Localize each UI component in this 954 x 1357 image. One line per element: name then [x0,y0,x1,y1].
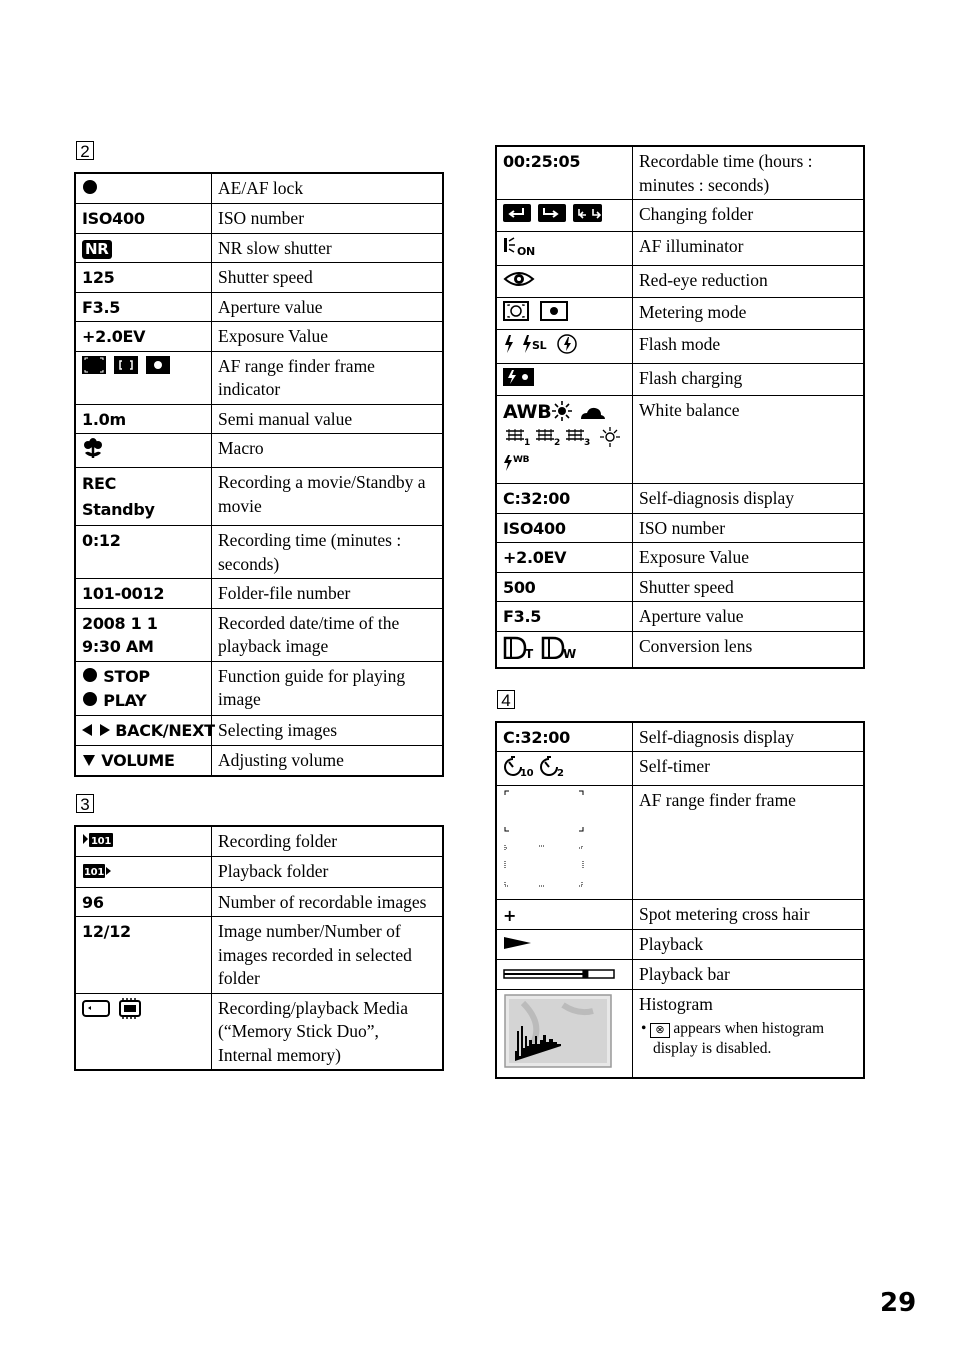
row-indicator: 125 [75,263,212,293]
row-description: Flash charging [633,364,865,396]
row-description: Recorded date/time of the playback image [212,608,444,661]
svg-text:W: W [563,646,576,659]
section-number-3: 3 [76,794,94,813]
table-row [496,298,864,330]
rec-label: REC [82,474,117,493]
table-row [75,434,443,468]
row-indicator: 12/12 [75,917,212,994]
table-row [75,993,443,1070]
table-row [75,173,443,204]
row-description: Red-eye reduction [633,266,865,298]
row-description: Recordable time (hours : minutes : seconds) [633,146,865,200]
table-row [75,715,443,745]
row-description: Folder-file number [212,579,444,609]
left-column [74,140,444,1071]
row-description: Macro [212,434,444,468]
svg-text:101: 101 [84,866,104,878]
table-row [496,364,864,396]
row-description: Histogram [639,994,713,1014]
table-row [75,917,443,994]
row-description: Metering mode [633,298,865,330]
svg-text:1: 1 [524,438,530,448]
table-row [75,579,443,609]
standby-label: Standby [82,500,155,519]
table-row [75,887,443,917]
row-description: Aperture value [212,292,444,322]
volume-label: VOLUME [101,750,175,770]
svg-text:2: 2 [554,438,560,448]
table-row [496,146,864,200]
table-row [496,960,864,990]
row-description: Shutter speed [633,572,865,602]
table-row [75,292,443,322]
row-indicator: F3.5 [75,292,212,322]
table-row [496,786,864,900]
af-frame-brackets-icon [503,789,585,897]
row-indicator: ISO400 [496,513,633,543]
row-description: Number of recordable images [212,887,444,917]
table-row [496,631,864,668]
row-description: Aperture value [633,602,865,632]
table-row [496,990,864,1079]
row-description: Playback bar [633,960,865,990]
row-description: Recording a movie/Standby a movie [212,468,444,526]
row-indicator: C:32:00 [496,722,633,752]
row-description: Playback [633,930,865,960]
row-indicator: 0:12 [75,526,212,579]
table-row [75,468,443,526]
table-row [496,484,864,514]
row-description: AF range finder frame indicator [212,351,444,404]
svg-text:3: 3 [584,438,590,448]
memory-stick-and-internal-memory-icons [82,997,144,1025]
table-row [496,900,864,930]
table-row [496,200,864,232]
table-row [496,513,864,543]
table-row [496,572,864,602]
flash-mode-icons [503,333,583,361]
row-description: Selecting images [212,715,444,745]
af-range-finder-frame-icons [82,355,177,381]
histogram-note-text: appears when histogram display is disabled. [653,1019,825,1057]
flash-charging-icon [503,367,535,393]
row-description: NR slow shutter [212,233,444,263]
bullet: • [641,1019,647,1037]
table-row [75,404,443,434]
table-row [496,266,864,298]
table-row [75,233,443,263]
section-4-table [495,721,865,1080]
table-row [496,543,864,573]
svg-text:10: 10 [520,768,534,777]
row-description: Self-diagnosis display [633,484,865,514]
conversion-lens-icons [503,635,583,665]
table-row [75,526,443,579]
stop-label: STOP [103,666,150,686]
section-3-table [74,825,444,1072]
svg-text:SL: SL [532,339,547,352]
row-description: AE/AF lock [212,173,444,204]
svg-text:101: 101 [91,836,111,847]
svg-text:WB: WB [513,455,530,465]
row-description: Self-timer [633,752,865,786]
self-timer-icons [503,755,573,783]
playback-triangle-icon [503,934,533,957]
page-number: 29 [880,1288,917,1318]
svg-text:T: T [525,646,533,659]
histogram-note [639,1019,857,1059]
row-description: Playback folder [212,857,444,888]
table-row [75,745,443,776]
table-row [75,204,443,234]
row-indicator: 96 [75,887,212,917]
row-indicator: 1.0m [75,404,212,434]
down-triangle-icon [82,750,96,773]
row-description: Conversion lens [633,631,865,668]
back-next-label: BACK/NEXT [115,720,215,740]
macro-flower-icon [82,437,104,465]
row-description: ISO number [212,204,444,234]
filled-circle-icon [82,690,98,713]
table-row [75,263,443,293]
row-description: Exposure Value [633,543,865,573]
row-description: Recording folder [212,826,444,857]
section-1-continued-table [495,145,865,669]
row-indicator: F3.5 [496,602,633,632]
time-label: 9:30 AM [82,636,154,656]
red-eye-icon [503,269,535,295]
filled-circle-icon [82,178,98,201]
table-row [75,826,443,857]
row-description: White balance [633,396,865,484]
row-description: Semi manual value [212,404,444,434]
table-row [496,752,864,786]
table-row [75,351,443,404]
row-description: Flash mode [633,330,865,364]
table-row [496,396,864,484]
table-row [496,330,864,364]
row-indicator: +2.0EV [496,543,633,573]
playback-folder-icon [82,861,114,885]
row-description: Adjusting volume [212,745,444,776]
af-illuminator-icon [503,235,543,263]
table-row [496,722,864,752]
right-column [495,145,865,1079]
white-balance-icons [503,399,625,481]
histogram-disabled-icon: ⊗ [650,1023,669,1038]
svg-text:AWB: AWB [503,401,552,423]
play-label: PLAY [103,690,147,710]
row-description: Exposure Value [212,322,444,352]
histogram-icon [503,993,613,1075]
row-indicator: ISO400 [75,204,212,234]
table-row [496,930,864,960]
row-indicator: 500 [496,572,633,602]
row-description: AF range finder frame [633,786,865,900]
row-description: Spot metering cross hair [633,900,865,930]
table-row [75,857,443,888]
section-number-2: 2 [76,141,94,160]
table-row [496,602,864,632]
nr-icon: NR [82,240,112,259]
date-label: 2008 1 1 [82,613,158,633]
row-description: Function guide for playing image [212,661,444,715]
row-description: Recording time (minutes : seconds) [212,526,444,579]
table-row [75,608,443,661]
row-description: Self-diagnosis display [633,722,865,752]
row-indicator: 00:25:05 [496,146,633,200]
filled-circle-icon [82,666,98,689]
row-description: AF illuminator [633,232,865,266]
recording-folder-icon [82,830,114,854]
crosshair-icon: + [503,906,517,925]
table-row [75,661,443,715]
section-number-4: 4 [497,690,515,709]
table-row [496,232,864,266]
row-indicator: 101-0012 [75,579,212,609]
section-2-table [74,172,444,777]
table-row [75,322,443,352]
row-indicator: +2.0EV [75,322,212,352]
row-description: Image number/Number of images recorded in selected folder [212,917,444,994]
svg-text:ON: ON [517,245,535,257]
row-description: Shutter speed [212,263,444,293]
row-description: Recording/playback Media (“Memory Stick Duo”, Internal memory) [212,993,444,1070]
metering-mode-icons [503,301,569,327]
playback-bar-icon [503,964,617,987]
svg-text:2: 2 [557,768,564,777]
row-description: ISO number [633,513,865,543]
row-description: Changing folder [633,200,865,232]
row-indicator: C:32:00 [496,484,633,514]
changing-folder-icons [503,203,603,229]
left-right-arrows-icon [82,720,110,743]
